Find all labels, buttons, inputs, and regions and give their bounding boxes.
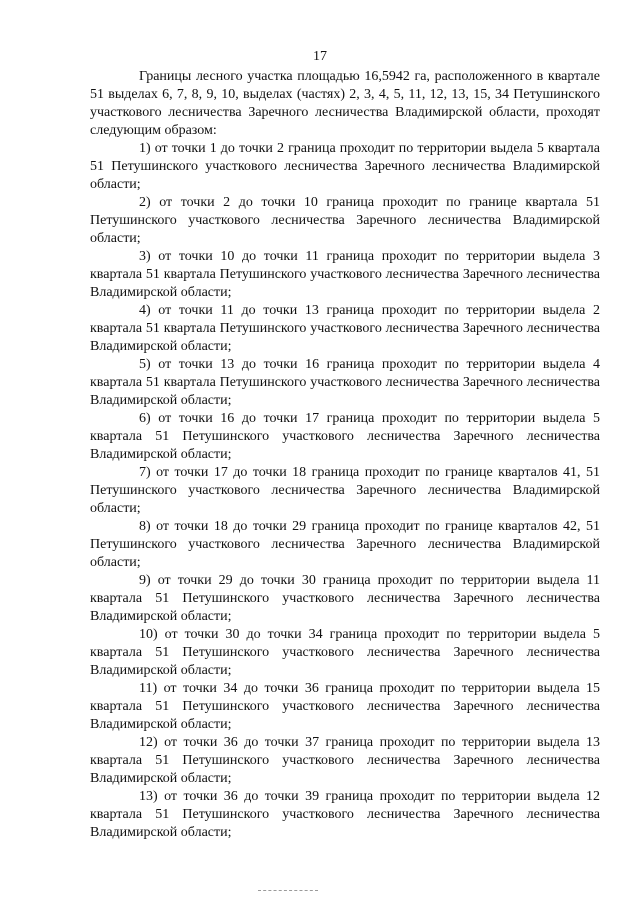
boundary-item-9: 9) от точки 29 до точки 30 граница проходит по территории выдела 11 квартала 51 Петушинского участкового лесничества Заречного лесничества Владимирской области;	[90, 573, 600, 624]
boundary-item-5: 5) от точки 13 до точки 16 граница проходит по территории выдела 4 квартала 51 квартала Петушинского участкового лесничества Заречного лесничества Владимирской области;	[90, 357, 600, 408]
boundary-item-10: 10) от точки 30 до точки 34 граница проходит по территории выдела 5 квартала 51 Петушинского участкового лесничества Заречного лесничества Владимирской области;	[90, 627, 600, 678]
boundary-item-12: 12) от точки 36 до точки 37 граница проходит по территории выдела 13 квартала 51 Петушинского участкового лесничества Заречного лесничества Владимирской области;	[90, 735, 600, 786]
boundary-item-1: 1) от точки 1 до точки 2 граница проходит по территории выдела 5 квартала 51 Петушинского участкового лесничества Заречного лесничества Владимирской области;	[90, 141, 600, 192]
footer-divider	[258, 890, 318, 891]
document-body	[90, 68, 600, 842]
boundary-item-6: 6) от точки 16 до точки 17 граница проходит по территории выдела 5 квартала 51 Петушинского участкового лесничества Заречного лесничества Владимирской области;	[90, 411, 600, 462]
boundary-item-11: 11) от точки 34 до точки 36 граница проходит по территории выдела 15 квартала 51 Петушинского участкового лесничества Заречного лесничества Владимирской области;	[90, 681, 600, 732]
page-number: 17	[313, 49, 327, 64]
boundary-item-7: 7) от точки 17 до точки 18 граница проходит по границе кварталов 41, 51 Петушинского участкового лесничества Заречного лесничества Владимирской области;	[90, 465, 600, 516]
boundary-item-3: 3) от точки 10 до точки 11 граница проходит по территории выдела 3 квартала 51 квартала Петушинского участкового лесничества Заречного лесничества Владимирской области;	[90, 249, 600, 300]
boundary-item-13: 13) от точки 36 до точки 39 граница проходит по территории выдела 12 квартала 51 Петушинского участкового лесничества Заречного лесничества Владимирской области;	[90, 789, 600, 840]
intro-paragraph: Границы лесного участка площадью 16,5942 га, расположенного в квартале 51 выделах 6, 7, 8, 9, 10, выделах (частях) 2, 3, 4, 5, 11, 12, 13, 15, 34 Петушинского участкового лесничества Заречного лесничества Владимирской области, проходят следующим образом:	[90, 69, 600, 138]
boundary-item-4: 4) от точки 11 до точки 13 граница проходит по территории выдела 2 квартала 51 квартала Петушинского участкового лесничества Заречного лесничества Владимирской области;	[90, 303, 600, 354]
boundary-item-8: 8) от точки 18 до точки 29 граница проходит по границе кварталов 42, 51 Петушинского участкового лесничества Заречного лесничества Владимирской области;	[90, 519, 600, 570]
boundary-item-2: 2) от точки 2 до точки 10 граница проходит по границе квартала 51 Петушинского участкового лесничества Заречного лесничества Владимирской области;	[90, 195, 600, 246]
